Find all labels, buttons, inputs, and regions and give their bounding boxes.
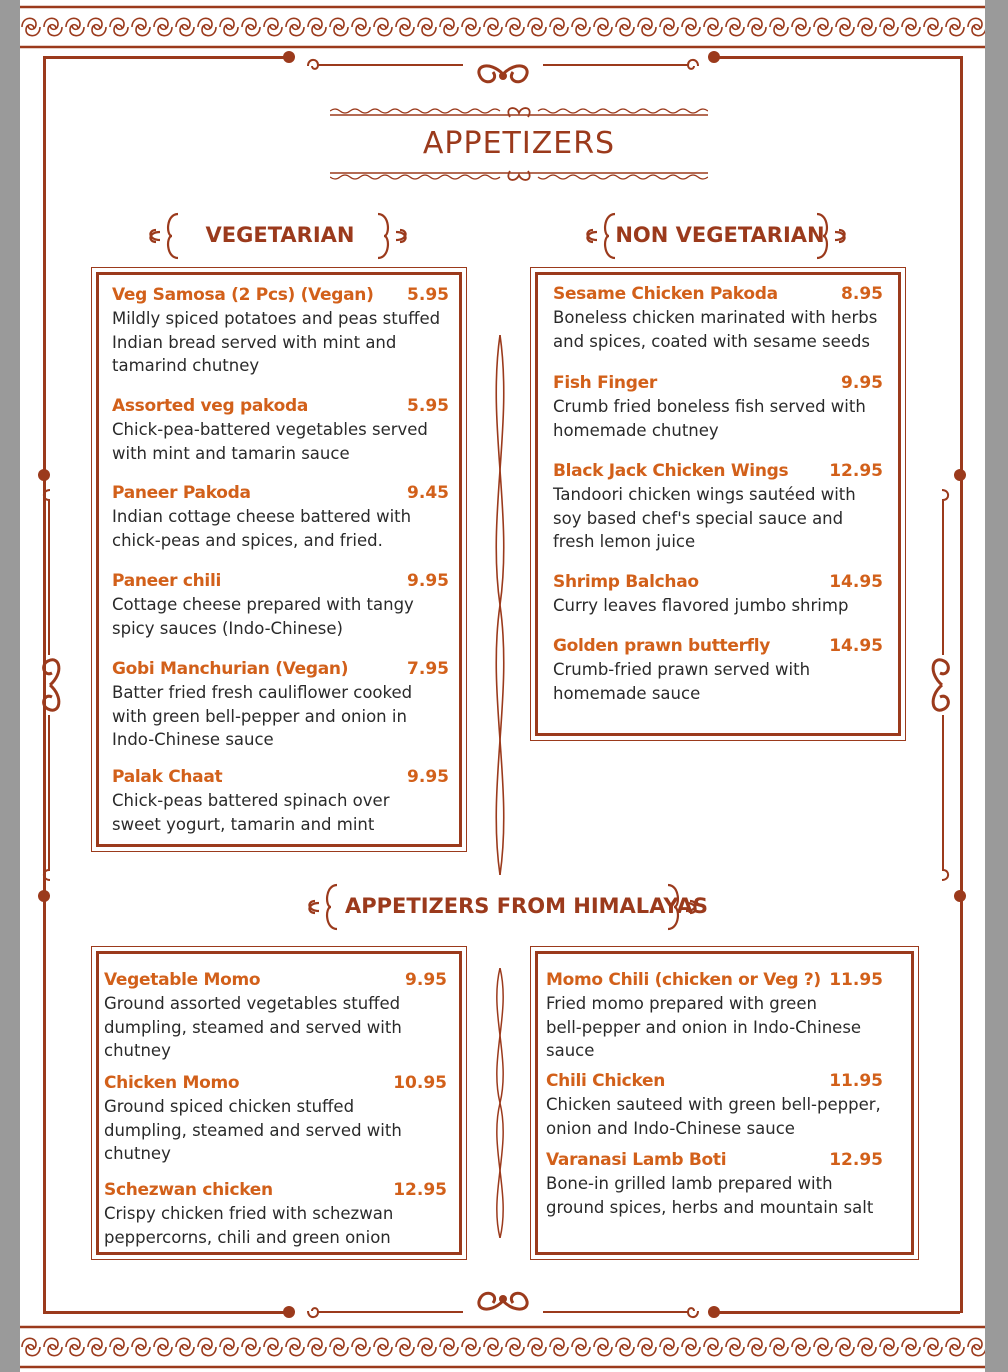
item-price: 9.95: [405, 970, 447, 990]
item-price: 7.95: [407, 659, 449, 679]
item-description: Mildly spiced potatoes and peas stuffed Indian bread served with mint and tamarind chutney: [112, 309, 441, 375]
item-price: 12.95: [829, 461, 883, 481]
item-description: Chick-peas battered spinach over sweet yogurt, tamarin and mint: [112, 791, 390, 834]
center-vertical-flourish: [487, 335, 513, 875]
item-price: 5.95: [407, 285, 449, 305]
item-name: Vegetable Momo: [104, 970, 261, 990]
item-description: Ground spiced chicken stuffed dumpling, steamed and served with chutney: [104, 1097, 402, 1163]
frame-dot: [283, 1306, 295, 1318]
item-name: Varanasi Lamb Boti: [546, 1150, 727, 1170]
item-price: 14.95: [829, 572, 883, 592]
menu-page: [20, 0, 985, 1372]
item-name: Shrimp Balchao: [553, 572, 699, 592]
item-description: Batter fried fresh cauliflower cooked with green bell-pepper and onion in Indo-Chinese sauce: [112, 683, 413, 749]
item-name: Black Jack Chicken Wings: [553, 461, 789, 481]
item-price: 14.95: [829, 636, 883, 656]
item-description: Fried momo prepared with green bell-pepper and onion in Indo-Chinese sauce: [546, 994, 862, 1060]
item-description: Cottage cheese prepared with tangy spicy sauces (Indo-Chinese): [112, 595, 414, 638]
section-heading-himalayas: APPETIZERS FROM HIMALAYAS: [345, 894, 709, 918]
item-description: Chick-pea-battered vegetables served with mint and tamarin sauce: [112, 420, 428, 463]
item-price: 11.95: [829, 1071, 883, 1091]
item-description: Crumb fried boneless fish served with homemade chutney: [553, 397, 866, 440]
item-price: 11.95: [829, 970, 883, 990]
item-name: Gobi Manchurian (Vegan): [112, 659, 349, 679]
item-price: 9.95: [407, 767, 449, 787]
page-title: APPETIZERS: [422, 126, 616, 161]
item-name: Schezwan chicken: [104, 1180, 273, 1200]
section-heading-vegetarian: VEGETARIAN: [205, 223, 355, 247]
section-heading-non-vegetarian: NON VEGETARIAN: [615, 223, 825, 247]
center-vertical-flourish-lower: [489, 968, 511, 1238]
frame-dot: [708, 1306, 720, 1318]
item-price: 9.95: [841, 373, 883, 393]
item-name: Chicken Momo: [104, 1073, 240, 1093]
item-price: 10.95: [393, 1073, 447, 1093]
item-description: Crispy chicken fried with schezwan peppercorns, chili and green onion: [104, 1204, 394, 1247]
frame-bottom-line-left: [43, 1311, 285, 1314]
item-name: Palak Chaat: [112, 767, 223, 787]
item-description: Indian cottage cheese battered with chick-peas and spices, and fried.: [112, 507, 412, 550]
item-description: Boneless chicken marinated with herbs and spices, coated with sesame seeds: [553, 308, 878, 351]
item-name: Sesame Chicken Pakoda: [553, 284, 778, 304]
item-description: Ground assorted vegetables stuffed dumpling, steamed and served with chutney: [104, 994, 402, 1060]
item-name: Golden prawn butterfly: [553, 636, 771, 656]
item-price: 9.95: [407, 571, 449, 591]
item-description: Crumb-fried prawn served with homemade sauce: [553, 660, 811, 703]
bottom-border-pattern: [20, 1324, 985, 1370]
item-description: Bone-in grilled lamb prepared with ground spices, herbs and mountain salt: [546, 1174, 874, 1217]
item-price: 12.95: [393, 1180, 447, 1200]
bottom-scroll-ornament: [303, 1285, 703, 1325]
item-name: Veg Samosa (2 Pcs) (Vegan): [112, 285, 374, 305]
item-description: Tandoori chicken wings sautéed with soy based chef's special sauce and fresh lemon juice: [553, 485, 856, 551]
item-name: Paneer Pakoda: [112, 483, 251, 503]
item-name: Fish Finger: [553, 373, 657, 393]
item-name: Momo Chili (chicken or Veg ?): [546, 970, 821, 990]
item-price: 9.45: [407, 483, 449, 503]
item-name: Assorted veg pakoda: [112, 396, 309, 416]
item-name: Paneer chili: [112, 571, 222, 591]
item-description: Curry leaves flavored jumbo shrimp: [553, 596, 849, 615]
item-description: Chicken sauteed with green bell-pepper, onion and Indo-Chinese sauce: [546, 1095, 881, 1138]
item-price: 5.95: [407, 396, 449, 416]
item-price: 8.95: [841, 284, 883, 304]
frame-bottom-line-right: [714, 1311, 960, 1314]
item-price: 12.95: [829, 1150, 883, 1170]
item-name: Chili Chicken: [546, 1071, 666, 1091]
